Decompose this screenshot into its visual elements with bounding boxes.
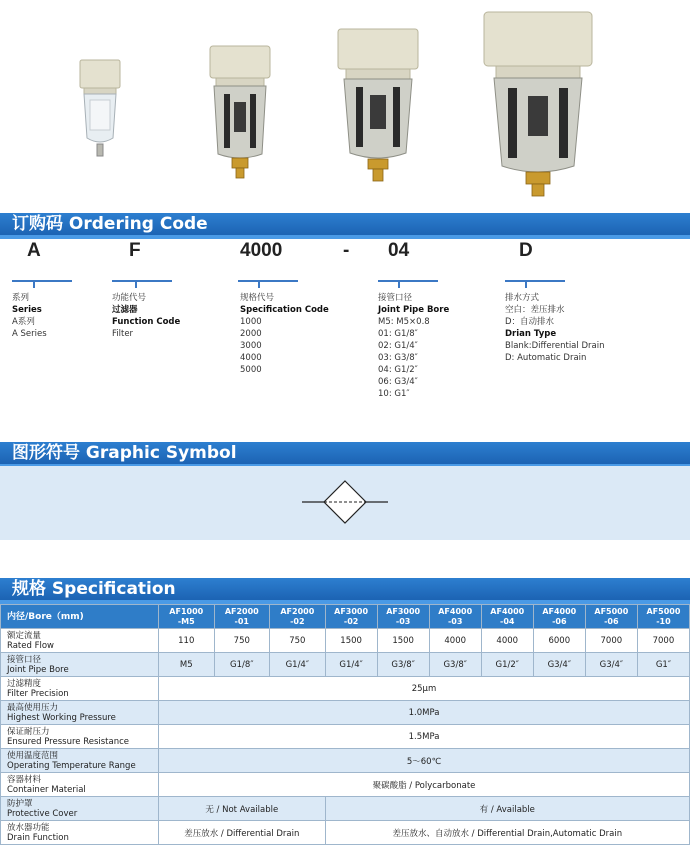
table-cell: 110	[159, 629, 215, 653]
model-header: AF3000 -02	[325, 605, 377, 629]
spec-column	[240, 292, 329, 376]
spec-header-row	[1, 605, 690, 629]
graphic-symbol-area	[0, 466, 690, 540]
table-cell: 1.5MPa	[159, 725, 690, 749]
table-cell: 7000	[637, 629, 689, 653]
code-drain-letter: D	[519, 240, 533, 261]
table-cell: G1/4″	[325, 653, 377, 677]
row-label: 过滤精度 Filter Precision	[1, 677, 159, 701]
row-label: 最高使用压力 Highest Working Pressure	[1, 701, 159, 725]
table-cell: 差压放水 / Differential Drain	[159, 821, 326, 845]
table-cell: 有 / Available	[325, 797, 689, 821]
spec-en: Specification Code	[240, 305, 329, 315]
spec-cn: 规格代号	[240, 293, 275, 303]
model-header: AF2000 -02	[270, 605, 326, 629]
table-cell: G3/4″	[585, 653, 637, 677]
container-material-row	[1, 773, 690, 797]
graphic-symbol-header: 图形符号 Graphic Symbol	[0, 442, 690, 464]
spec-item: 4000	[240, 353, 262, 363]
function-sub: 过滤器	[112, 305, 138, 315]
pressure-resistance-row	[1, 725, 690, 749]
drain-item-cn: D：自动排水	[505, 317, 555, 327]
row-label: 防护罩 Protective Cover	[1, 797, 159, 821]
table-cell: 差压放水、自动放水 / Differential Drain,Automatic Drain	[325, 821, 689, 845]
series-underline	[12, 280, 72, 282]
bore-cn: 接管口径	[378, 293, 413, 303]
code-bore-value: 04	[388, 240, 410, 261]
spec-item: 5000	[240, 365, 262, 375]
table-cell: 750	[270, 629, 326, 653]
model-header: AF2000 -01	[214, 605, 270, 629]
spec-item: 1000	[240, 317, 262, 327]
bore-item: 02: G1/4″	[378, 341, 418, 351]
specification-header: 规格 Specification	[0, 578, 690, 600]
model-header: AF3000 -03	[377, 605, 429, 629]
bore-item: 06: G3/4″	[378, 377, 418, 387]
series-cn: 系列	[12, 293, 30, 303]
table-cell: M5	[159, 653, 215, 677]
code-dash: -	[343, 240, 350, 261]
series-item: A系列	[12, 317, 35, 327]
drain-item-cn: 空白：差压排水	[505, 305, 565, 315]
spec-tick	[258, 280, 260, 288]
drain-en: Drian Type	[505, 329, 557, 339]
table-cell: G1/2″	[481, 653, 533, 677]
series-en: Series	[12, 305, 42, 315]
function-en: Function Code	[112, 317, 181, 327]
protective-cover-row	[1, 797, 690, 821]
drain-item: D: Automatic Drain	[505, 353, 587, 363]
model-header: AF4000 -06	[533, 605, 585, 629]
drain-underline	[505, 280, 565, 282]
function-tick	[135, 280, 137, 288]
bore-item: M5: M5×0.8	[378, 317, 430, 327]
product-af3000-image	[330, 25, 426, 185]
table-cell: G3/8″	[429, 653, 481, 677]
table-cell: 6000	[533, 629, 585, 653]
bore-underline	[378, 280, 438, 282]
rated-flow-row	[1, 629, 690, 653]
table-cell: G3/8″	[377, 653, 429, 677]
bore-item: 01: G1/8″	[378, 329, 418, 339]
row-label: 保证耐压力 Ensured Pressure Resistance	[1, 725, 159, 749]
row-label: 容器材料 Container Material	[1, 773, 159, 797]
table-cell: G1″	[637, 653, 689, 677]
series-column	[12, 292, 47, 340]
bore-item: 04: G1/2″	[378, 365, 418, 375]
drain-item: Blank:Differential Drain	[505, 341, 605, 351]
table-cell: 1.0MPa	[159, 701, 690, 725]
bore-item: 03: G3/8″	[378, 353, 418, 363]
product-af1000-image	[70, 58, 130, 158]
product-af2000-image	[200, 42, 280, 182]
table-cell: 750	[214, 629, 270, 653]
spec-item: 3000	[240, 341, 262, 351]
bore-tick	[398, 280, 400, 288]
function-underline	[112, 280, 172, 282]
temperature-range-row	[1, 749, 690, 773]
drain-cn: 排水方式	[505, 293, 540, 303]
model-header: AF4000 -03	[429, 605, 481, 629]
code-function-letter: F	[129, 240, 141, 261]
model-header: AF5000 -06	[585, 605, 637, 629]
ordering-code-header-accent	[0, 235, 690, 239]
table-cell: 5～60℃	[159, 749, 690, 773]
table-cell: 聚碳酸脂 / Polycarbonate	[159, 773, 690, 797]
spec-item: 2000	[240, 329, 262, 339]
product-images	[0, 0, 690, 210]
table-cell: 4000	[429, 629, 481, 653]
bore-header-label: 内径/Bore（mm)	[1, 605, 159, 629]
code-spec-value: 4000	[240, 240, 283, 261]
table-cell: 1500	[325, 629, 377, 653]
row-label: 使用温度范围 Operating Temperature Range	[1, 749, 159, 773]
filter-symbol-icon	[300, 478, 390, 526]
drain-tick	[525, 280, 527, 288]
table-cell: 1500	[377, 629, 429, 653]
drain-function-row	[1, 821, 690, 845]
model-header: AF1000 -M5	[159, 605, 215, 629]
function-cn: 功能代号	[112, 293, 147, 303]
table-cell: 25μm	[159, 677, 690, 701]
function-item: Filter	[112, 329, 134, 339]
spec-underline	[238, 280, 298, 282]
table-cell: 7000	[585, 629, 637, 653]
table-cell: G1/4″	[270, 653, 326, 677]
table-cell: 4000	[481, 629, 533, 653]
table-cell: G3/4″	[533, 653, 585, 677]
table-cell: 无 / Not Available	[159, 797, 326, 821]
table-cell: G1/8″	[214, 653, 270, 677]
spec-table	[0, 604, 690, 845]
model-header: AF4000 -04	[481, 605, 533, 629]
bore-column	[378, 292, 449, 400]
series-tick	[33, 280, 35, 288]
bore-en: Joint Pipe Bore	[378, 305, 450, 315]
joint-pipe-bore-row	[1, 653, 690, 677]
function-column	[112, 292, 180, 340]
drain-column	[505, 292, 604, 364]
working-pressure-row	[1, 701, 690, 725]
row-label: 接管口径 Joint Pipe Bore	[1, 653, 159, 677]
product-af5000-image	[478, 8, 598, 198]
row-label: 放水器功能 Drain Function	[1, 821, 159, 845]
ordering-code-header: 订购码 Ordering Code	[0, 213, 690, 235]
code-series-letter: A	[27, 240, 41, 261]
bore-item: 10: G1″	[378, 389, 410, 399]
series-item: A Series	[12, 329, 47, 339]
filter-precision-row	[1, 677, 690, 701]
row-label: 额定流量 Rated Flow	[1, 629, 159, 653]
model-header: AF5000 -10	[637, 605, 689, 629]
